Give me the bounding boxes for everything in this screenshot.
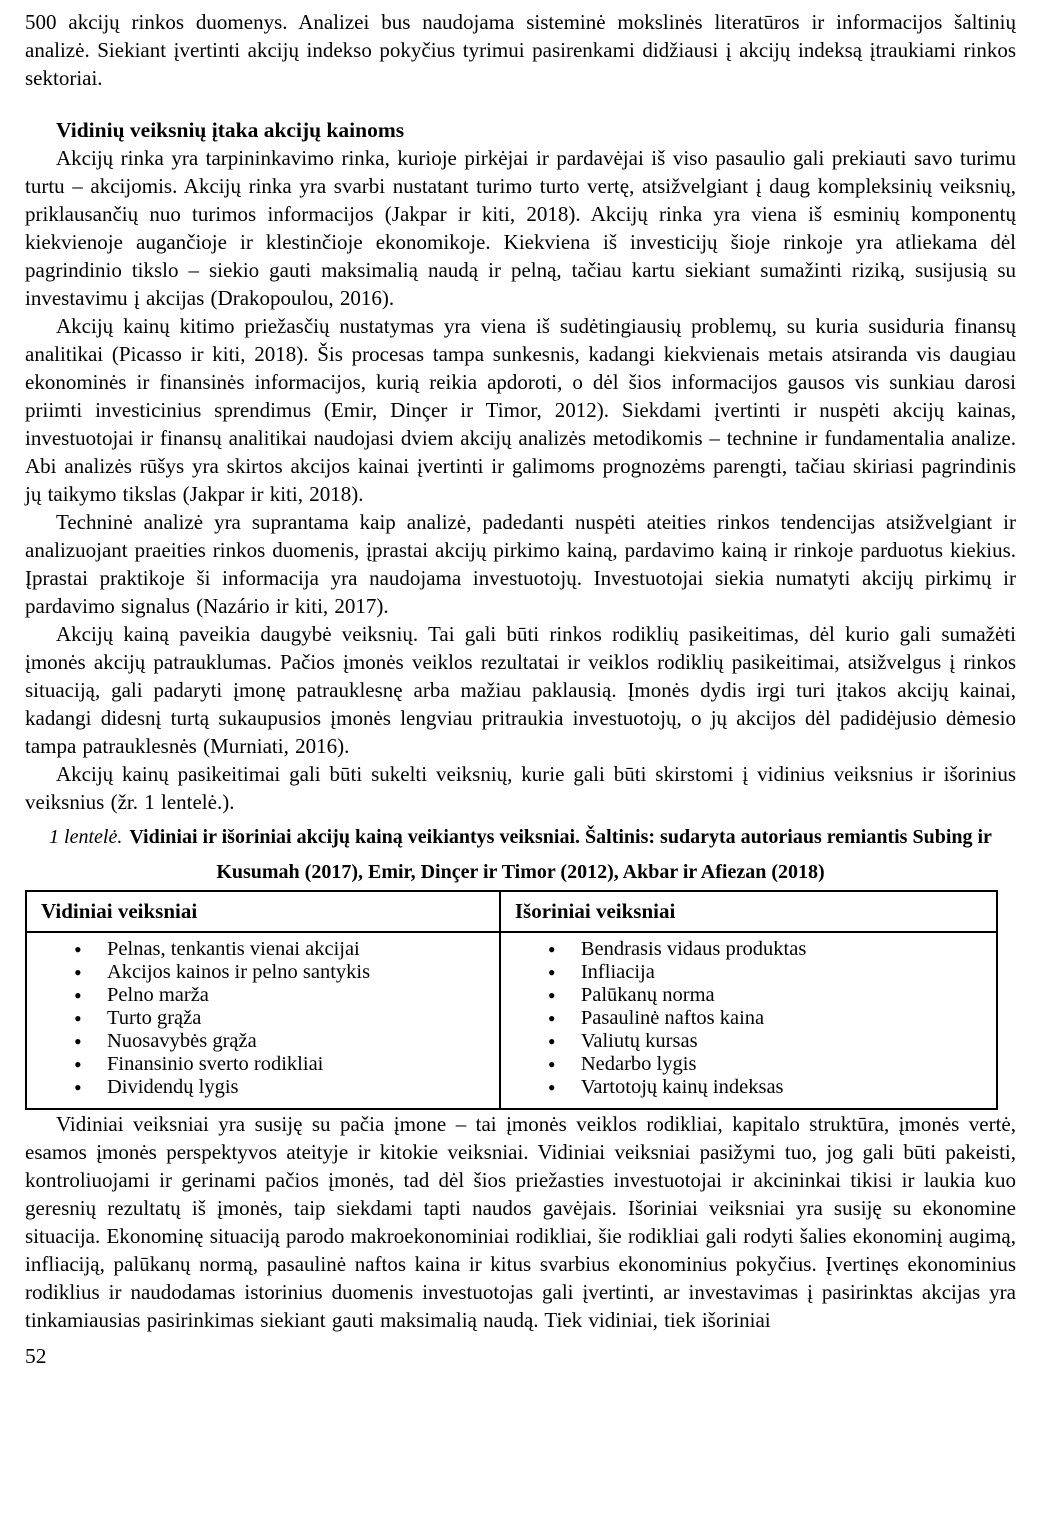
paragraph: Vidiniai veiksniai yra susiję su pačia įmone – tai įmonės veiklos rodikliai, kapitalo struktūra, įmonės vertė, esamos įmonės perspektyvos ateityje ir kitokie veiksniai. Vidiniai veiksniai pasižymi tuo, jog gali būti pakeisti, kontroliuojami ir gerinami pačios įmonės, tad dėl šios priežasties investuotojai ir akcininkai tikisi ir laukia kuo geresnių rezultatų iš įmonės, taip siekdami tapti naudos gavėjais. Išoriniai veiksniai yra susiję su ekonomine situacija. Ekonominę situaciją parodo makroekonominiai rodikliai, šie rodikliai gali rodyti šalies ekonominį augimą, infliaciją, palūkanų normą, pasaulinė naftos kaina ir kitus svarbius ekonominius pokyčius. Įvertinęs ekonominius rodiklius ir naudodamas istorinius duomenis investuotojas gali įvertinti, ar investavimas į pasirinktas akcijas yra tinkamiausias pasirinkimas siekiant gauti maksimalią naudą. Tiek vidiniai, tiek išoriniai	[25, 1112, 1016, 1332]
paragraph: Akcijų kainų pasikeitimai gali būti sukelti veiksnių, kurie gali būti skirstomi į vidinius veiksnius ir išorinius veiksnius (žr. 1 lentelė.).	[25, 762, 1016, 814]
paragraph: Akcijų kainą paveikia daugybė veiksnių. Tai gali būti rinkos rodiklių pasikeitimas, dėl kurio gali sumažėti įmonės akcijų patrauklumas. Pačios įmonės veiklos rezultatai ir veiklos rodiklių pasikeitimai, atsižvelgus į rinkos situaciją, gali padaryti įmonę patrauklesnę arba mažiau paklausią. Įmonės dydis irgi turi įtakos akcijų kainai, kadangi didesnį turtą sukaupusios įmonės lengviau pritraukia investuotojų, o jų akcijos dėl padidėjusio dėmesio tampa patrauklesnės (Murniati, 2016).	[25, 622, 1016, 758]
list-item: • Infliacija	[548, 961, 996, 984]
paragraph-continuation: 500 akcijų rinkos duomenys. Analizei bus naudojama sisteminė mokslinės literatūros ir informacijos šaltinių analizė. Siekiant įvertinti akcijų indekso pokyčius tyrimui pasirenkami didžiausi į akcijų indeksą įtraukiami rinkos sektoriai.	[25, 10, 1016, 90]
list-item: • Akcijos kainos ir pelno santykis	[74, 961, 499, 984]
table-caption-label: 1 lentelė.	[49, 826, 123, 848]
table-header-row	[26, 891, 997, 932]
list-item: • Palūkanų norma	[548, 984, 996, 1007]
list-item: • Pelno marža	[74, 984, 499, 1007]
list-item: • Finansinio sverto rodikliai	[74, 1053, 499, 1076]
list-item: • Pelnas, tenkantis vienai akcijai	[74, 938, 499, 961]
list-item: • Bendrasis vidaus produktas	[548, 938, 996, 961]
list-item: • Valiutų kursas	[548, 1030, 996, 1053]
list-item: • Vartotojų kainų indeksas	[548, 1076, 996, 1099]
page-number: 52	[25, 1344, 47, 1368]
list-item: • Nedarbo lygis	[548, 1053, 996, 1076]
table-caption	[25, 820, 1016, 890]
paragraph: Akcijų kainų kitimo priežasčių nustatymas yra viena iš sudėtingiausių problemų, su kuria susiduria finansų analitikai (Picasso ir kiti, 2018). Šis procesas tampa sunkesnis, kadangi kiekvienais metais atsiranda vis daugiau ekonominės ir finansinės informacijos, kurią reikia apdoroti, o dėl šios informacijos gausos vis sunkiau darosi priimti investicinius sprendimus (Emir, Dinçer ir Timor, 2012). Siekdami įvertinti ir nuspėti akcijų kainas, investuotojai ir finansų analitikai naudojasi dviem akcijų analizės metodikomis – technine ir fundamentalia analize. Abi analizės rūšys yra skirtos akcijos kainai įvertinti ir galimoms prognozėms parengti, tačiau skiriasi pagrindinis jų taikymo tikslas (Jakpar ir kiti, 2018).	[25, 314, 1016, 506]
section-heading: Vidinių veiksnių įtaka akcijų kainoms	[56, 118, 405, 142]
list-item: • Nuosavybės grąža	[74, 1030, 499, 1053]
internal-factors-cell	[26, 932, 500, 1109]
external-factors-cell	[500, 932, 997, 1109]
paragraph: Akcijų rinka yra tarpininkavimo rinka, kurioje pirkėjai ir pardavėjai iš viso pasaulio gali prekiauti savo turimu turtu – akcijomis. Akcijų rinka yra svarbi nustatant turimo turto vertę, atsižvelgiant į daug kompleksinių veiksnių, priklausančių nuo turimos informacijos (Jakpar ir kiti, 2018). Akcijų rinka yra viena iš esminių komponentų kiekvienoje augančioje ir klestinčioje ekonomikoje. Kiekviena iš investicijų šioje rinkoje yra atliekama dėl pagrindinio tikslo – siekio gauti maksimalią naudą ir pelną, tačiau kartu siekiant sumažinti riziką, susijusią su investavimu į akcijas (Drakopoulou, 2016).	[25, 146, 1016, 310]
factors-table	[25, 890, 998, 1110]
internal-factors-list	[27, 938, 499, 1099]
paragraph: Techninė analizė yra suprantama kaip analizė, padedanti nuspėti ateities rinkos tendencijas atsižvelgiant ir analizuojant praeities rinkos duomenis, įprastai akcijų pirkimo kainą, pardavimo kainą ir rinkoje parduotus kiekius. Įprastai praktikoje ši informacija yra naudojama investuotojų. Investuotojai siekia numatyti akcijų pirkimų ir pardavimo signalus (Nazário ir kiti, 2017).	[25, 510, 1016, 618]
table-caption-text: Vidiniai ir išoriniai akcijų kainą veikiantys veiksniai. Šaltinis: sudaryta autoriaus remiantis Subing ir Kusumah (2017), Emir, Dinçer ir Timor (2012), Akbar ir Afiezan (2018)	[129, 826, 992, 883]
list-item: • Turto grąža	[74, 1007, 499, 1030]
list-item: • Pasaulinė naftos kaina	[548, 1007, 996, 1030]
table-body-row	[26, 932, 997, 1109]
table-header-internal: Vidiniai veiksniai	[26, 891, 500, 932]
list-item: • Dividendų lygis	[74, 1076, 499, 1099]
table-header-external: Išoriniai veiksniai	[500, 891, 997, 932]
external-factors-list	[501, 938, 996, 1099]
